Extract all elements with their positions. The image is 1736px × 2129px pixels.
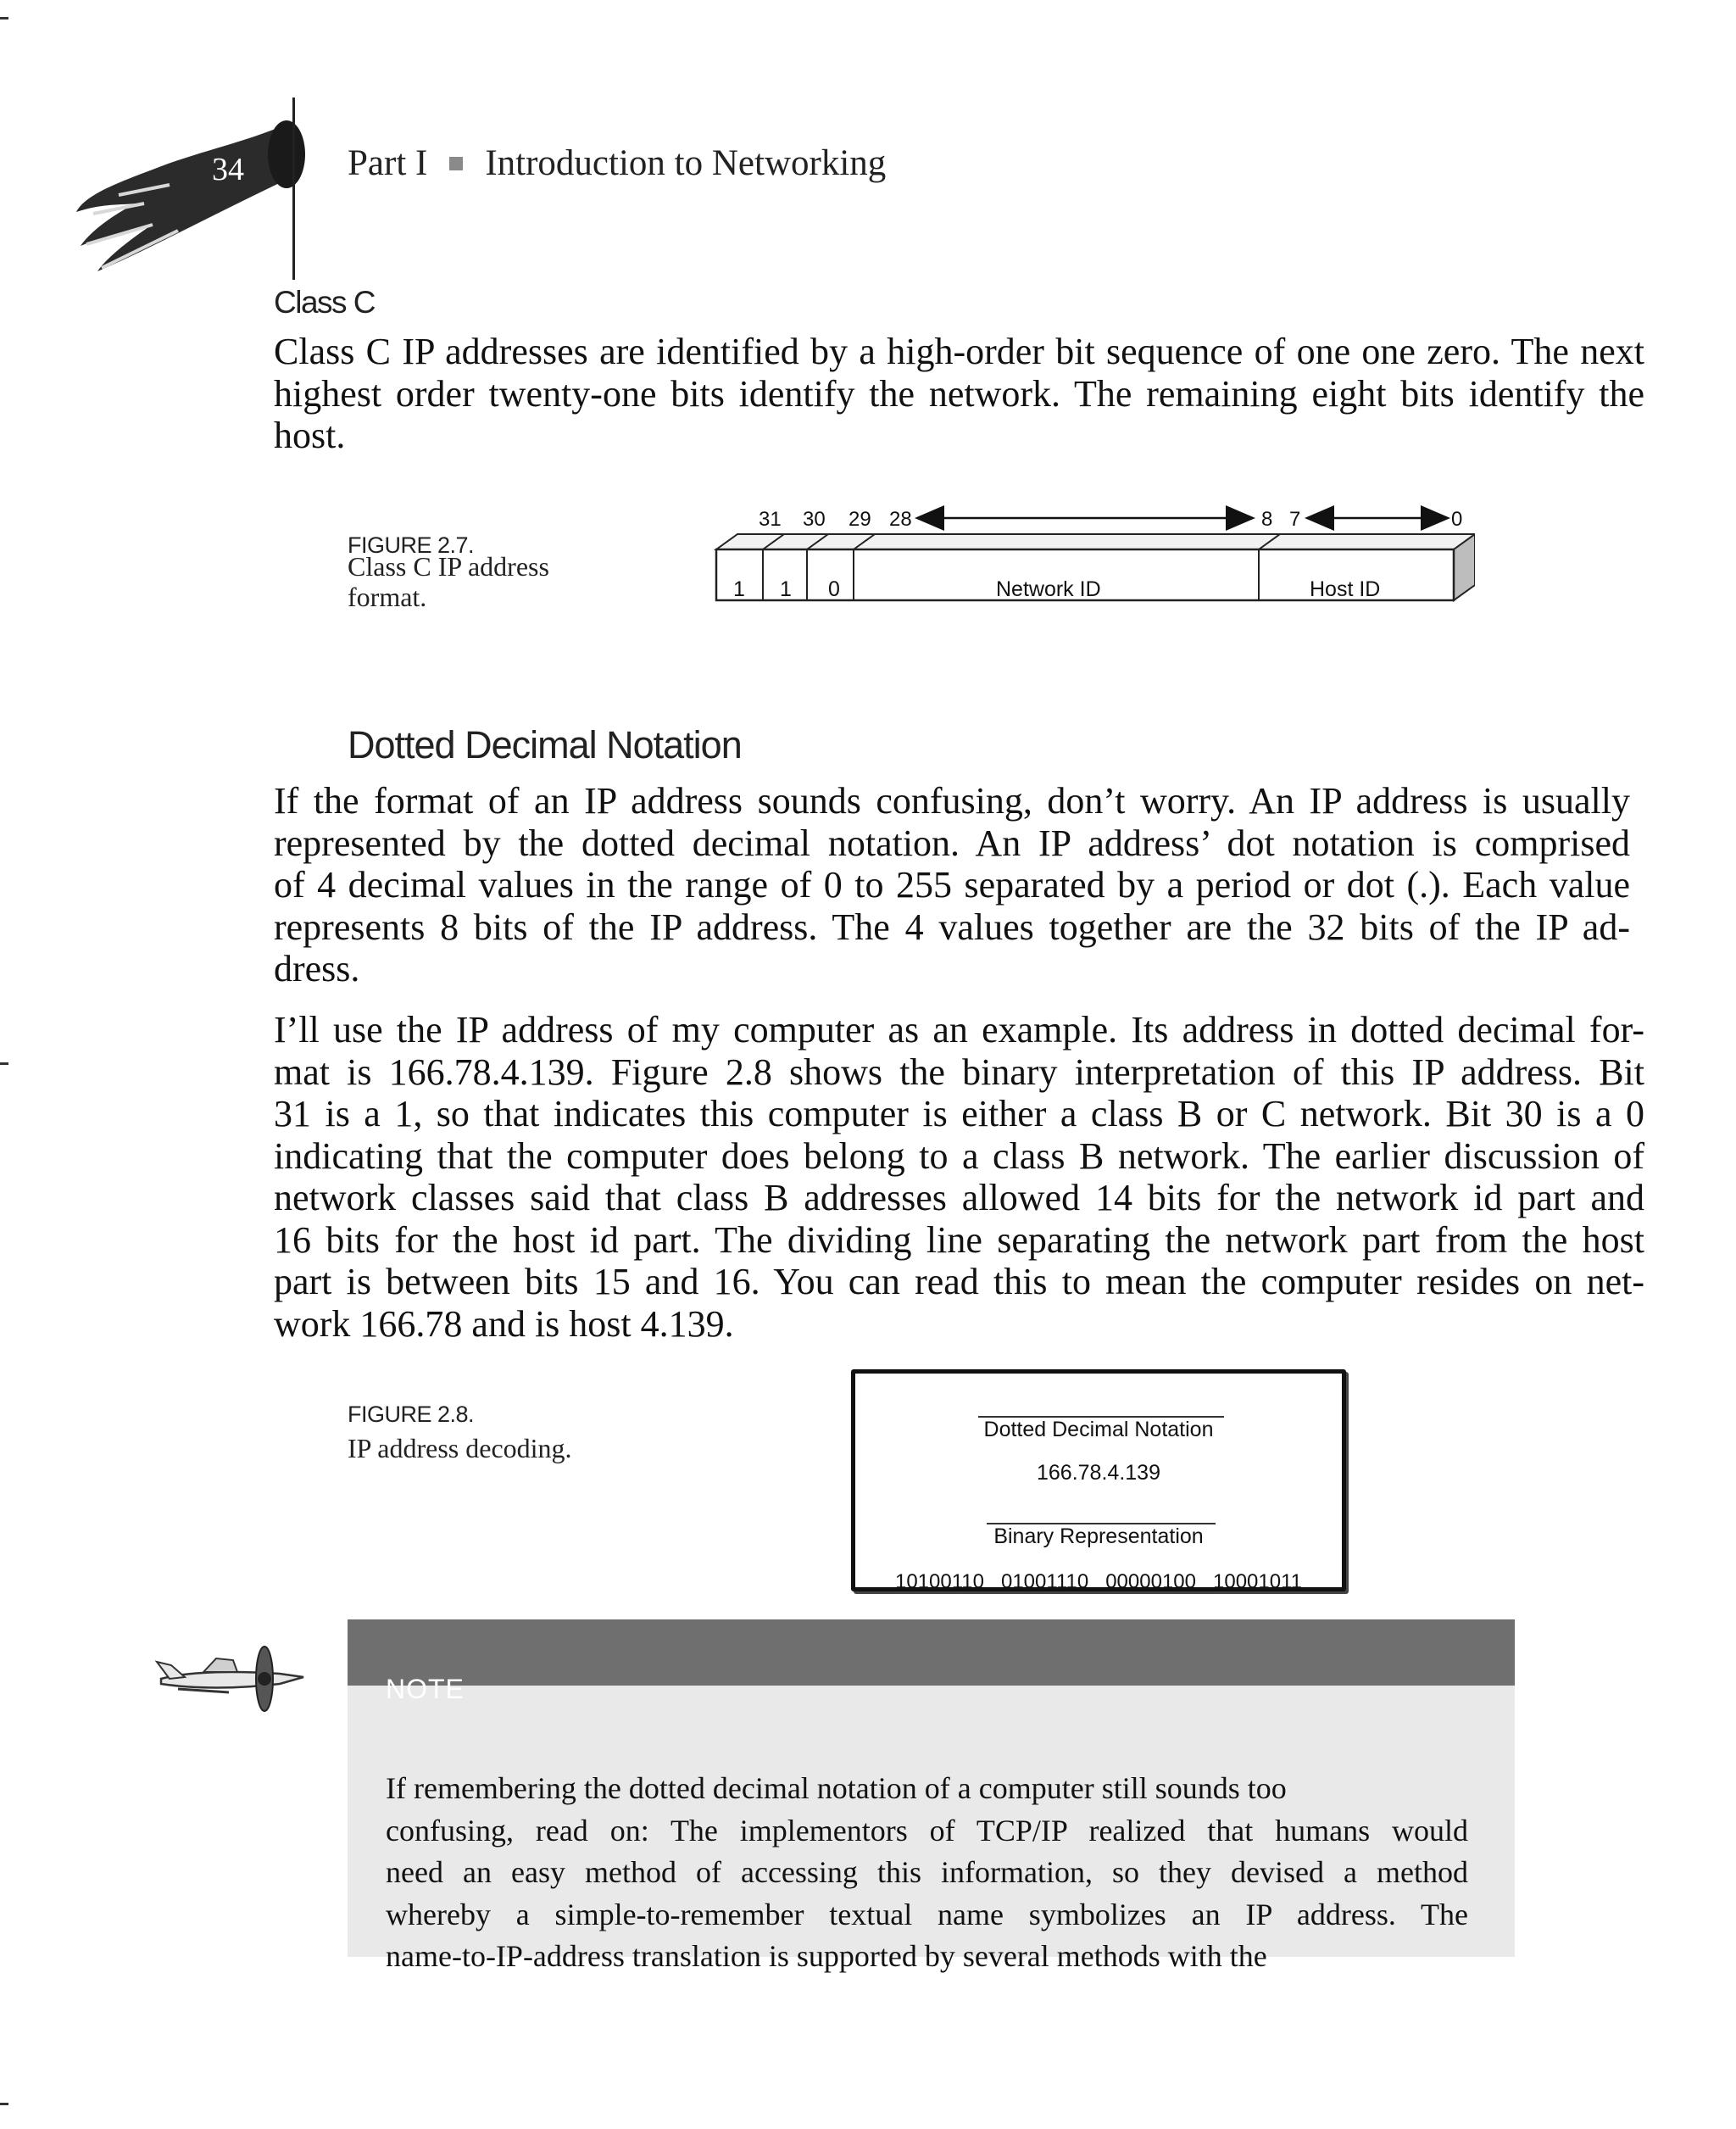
paragraph-line: represented by the dotted decimal notation. An IP address’ dot notation is comprised [274, 822, 1630, 864]
paragraph-line: work 166.78 and is host 4.139. [274, 1302, 734, 1345]
binary-representation-title: Binary Representation [993, 1524, 1204, 1548]
part-label: Part I [348, 143, 428, 183]
bit-position-label: 31 [759, 508, 782, 531]
bit-cell-value: 1 [780, 577, 792, 601]
section-heading-dotted-decimal: Dotted Decimal Notation [348, 723, 742, 766]
bit-position-label: 8 [1261, 508, 1273, 531]
paragraph-line: represents 8 bits of the IP address. The 4 values together are the 32 bits of the IP ad- [274, 906, 1630, 948]
chapter-title: Introduction to Networking [485, 143, 887, 183]
note-label: NOTE [386, 1674, 465, 1704]
note-header-bar [348, 1619, 1515, 1686]
paragraph-line: indicating that the computer does belong to a class B network. The earlier discussion of [274, 1134, 1644, 1177]
paragraph-line: 31 is a 1, so that indicates this computer is either a class B or C network. Bit 30 is a 0 [274, 1093, 1644, 1134]
diagram-top-face [716, 534, 1475, 549]
dotted-decimal-paragraph-2 [274, 1009, 1644, 1345]
page-edge-mark [0, 1062, 8, 1065]
dotted-decimal-title: Dotted Decimal Notation [983, 1418, 1214, 1441]
header-divider [292, 98, 295, 280]
paragraph-line: part is between bits 15 and 16. You can read this to mean the computer resides on net- [274, 1261, 1644, 1302]
host-id-label: Host ID [1310, 577, 1381, 601]
bit-position-label: 30 [803, 508, 826, 531]
paragraph-line: mat is 166.78.4.139. Figure 2.8 shows the binary interpretation of this IP address. Bit [274, 1051, 1644, 1093]
bit-position-label: 0 [1451, 508, 1463, 531]
bit-position-label: 7 [1289, 508, 1301, 531]
dotted-decimal-value: 166.78.4.139 [1037, 1461, 1160, 1485]
bit-cell-value: 1 [733, 577, 745, 601]
running-head [348, 142, 886, 184]
paragraph-line: Class C IP addresses are identified by a high-order bit sequence of one one zero. The next [274, 331, 1644, 372]
page-edge-mark [0, 17, 8, 20]
square-bullet-icon [449, 157, 463, 170]
figure-label: FIGURE 2.8. [348, 1402, 475, 1427]
figure-label: FIGURE 2.7. [348, 532, 475, 558]
class-c-format-diagram [712, 500, 1475, 610]
paragraph-line: dress. [274, 948, 360, 989]
bit-position-label: 28 [889, 508, 912, 531]
feather-icon [68, 119, 314, 288]
page-edge-mark [0, 2103, 8, 2105]
paragraph-line: network classes said that class B addresses allowed 14 bits for the network id part and [274, 1177, 1644, 1218]
section-heading-class-c: Class C [274, 285, 376, 320]
paragraph-line: I’ll use the IP address of my computer as an example. Its address in dotted decimal for- [274, 1009, 1644, 1051]
note-line: whereby a simple-to-remember textual name symbolizes an IP address. The [386, 1897, 1468, 1931]
network-id-label: Network ID [996, 577, 1101, 601]
paragraph-line: of 4 decimal values in the range of 0 to 255 separated by a period or dot (.). Each value [274, 864, 1630, 906]
paragraph-line: 16 bits for the host id part. The dividing line separating the network part from the host [274, 1218, 1644, 1261]
note-line: confusing, read on: The implementors of TCP/IP realized that humans would [386, 1813, 1468, 1848]
airplane-icon [153, 1636, 314, 1713]
note-line: name-to-IP-address translation is supported by several methods with the [386, 1939, 1267, 1973]
note-line: If remembering the dotted decimal notation of a computer still sounds too [386, 1771, 1287, 1805]
page-number: 34 [212, 152, 244, 187]
paragraph-line: highest order twenty-one bits identify the network. The remaining eight bits identify the [274, 372, 1644, 415]
paragraph-line: If the format of an IP address sounds confusing, don’t worry. An IP address is usually [274, 780, 1630, 822]
binary-value: 10100110 01001110 00000100 10001011 [894, 1570, 1302, 1593]
dotted-decimal-paragraph-1 [274, 780, 1630, 990]
note-text [386, 1768, 1468, 1978]
figure-caption: Class C IP address format. [348, 551, 549, 612]
bit-cell-value: 0 [828, 577, 840, 601]
figure-caption: IP address decoding. [348, 1433, 572, 1463]
ip-decoding-figure [851, 1369, 1346, 1591]
paragraph-line: host. [274, 415, 346, 456]
bit-position-label: 29 [849, 508, 871, 531]
note-line: need an easy method of accessing this information, so they devised a method [386, 1855, 1468, 1889]
class-c-paragraph [274, 331, 1644, 457]
